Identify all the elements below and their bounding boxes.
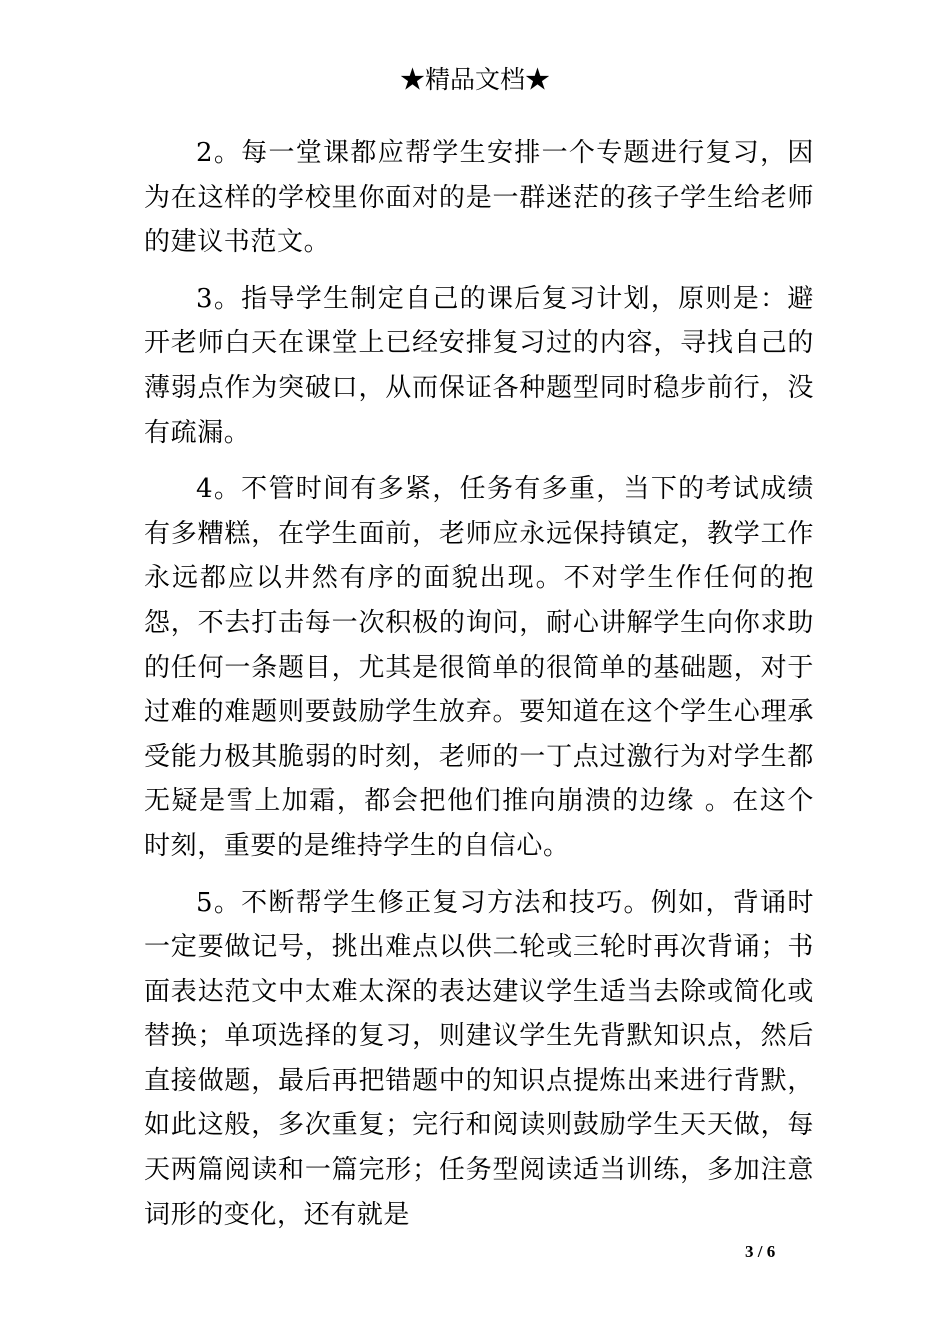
- document-body: [144, 131, 814, 1249]
- paragraph-item-4: 4。不管时间有多紧，任务有多重，当下的考试成绩有多糟糕，在学生面前，老师应永远保持镇定，教学工作永远都应以井然有序的面貌出现。不对学生作任何的抱怨，不去打击每一次积极的询问，耐心讲解学生向你求助的任何一条题目，尤其是很简单的很简单的基础题，对于过难的难题则要鼓励学生放弃。要知道在这个学生心理承受能力极其脆弱的时刻，老师的一丁点过激行为对学生都无疑是雪上加霜，都会把他们推向崩溃的边缘 。在这个时刻，重要的是维持学生的自信心。: [144, 474, 814, 861]
- paragraph-item-2: 2。每一堂课都应帮学生安排一个专题进行复习，因为在这样的学校里你面对的是一群迷茫的孩子学生给老师的建议书范文。: [144, 138, 814, 258]
- page-number: 3 / 6: [745, 1242, 776, 1261]
- paragraph-item-3: 3。指导学生制定自己的课后复习计划，原则是：避开老师白天在课堂上已经安排复习过的内容，寻找自己的薄弱点作为突破口，从而保证各种题型同时稳步前行，没有疏漏。: [144, 283, 814, 448]
- document-header: ★精品文档★: [399, 65, 550, 94]
- paragraph-item-5: 5。不断帮学生修正复习方法和技巧。例如，背诵时一定要做记号，挑出难点以供二轮或三轮时再次背诵；书面表达范文中太难太深的表达建议学生适当去除或简化或替换；单项选择的复习，则建议学生先背默知识点，然后直接做题，最后再把错题中的知识点提炼出来进行背默，如此这般，多次重复；完行和阅读则鼓励学生天天做，每天两篇阅读和一篇完形；任务型阅读适当训练，多加注意词形的变化，还有就是: [144, 887, 814, 1230]
